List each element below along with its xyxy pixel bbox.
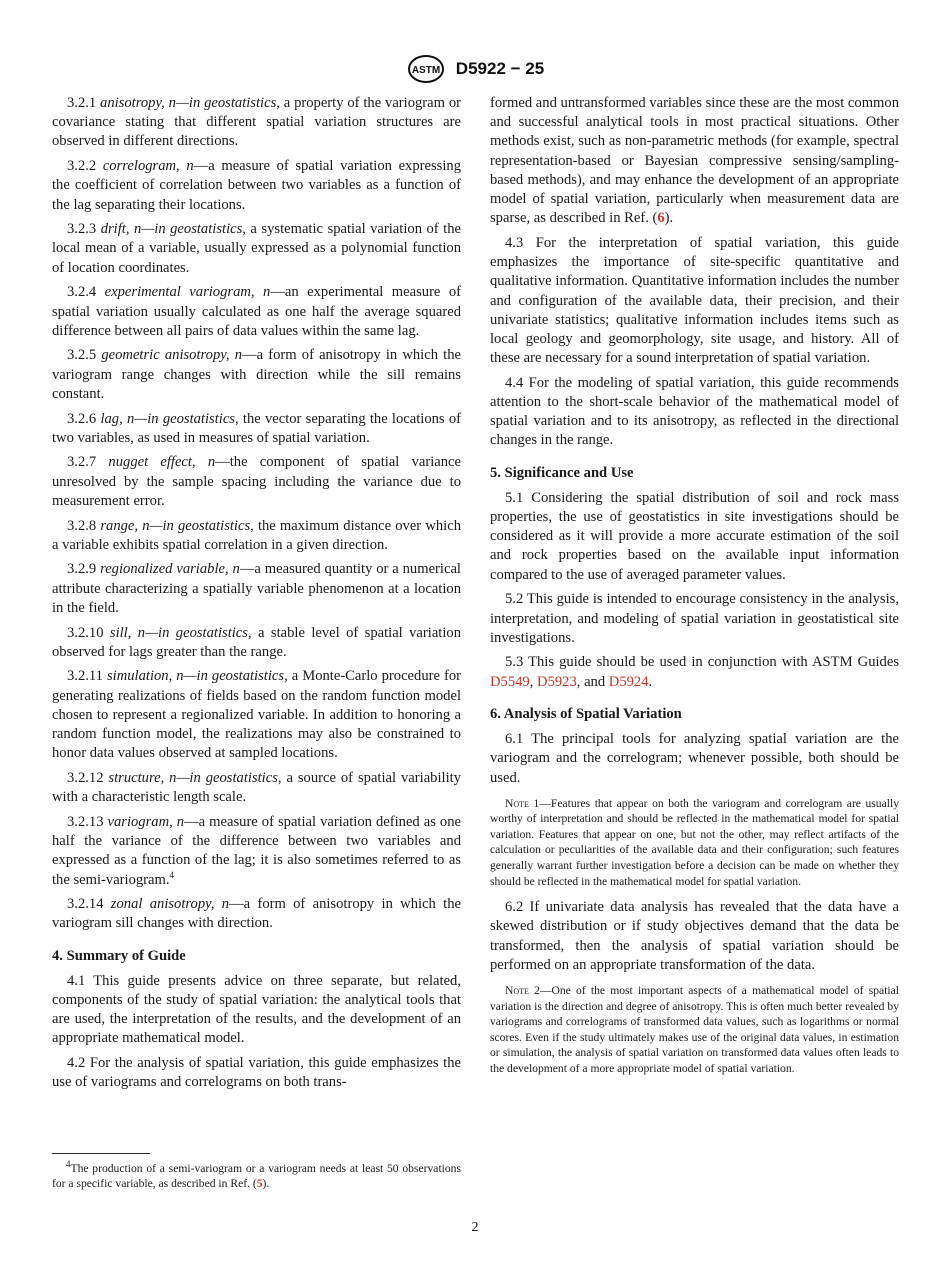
definition-number: 3.2.8: [67, 517, 97, 534]
footnote: [52, 1161, 461, 1191]
definition-item: [52, 453, 461, 511]
definition-item: [52, 560, 461, 618]
footnote-end: ).: [262, 1177, 270, 1191]
note-2-text: —One of the most important aspects of a mathematical model of spatial variation is the direction and degree of anisotropy. This is often much better revealed by variograms and correlograms of transformed data values, such as logarithms or normal scores. Even if the study ultimately makes use of the original data values, in estimation or simulation, the analysis of spatial variation on transformed data values often leads to the development of a more appropriate model of spatial variation.: [490, 984, 899, 1076]
definition-text: —a measure of spatial variation defined as one half the variance of the difference between two variables and expressed as a function of the lag; it is also sometimes referred to as the semi-variogram.: [52, 813, 461, 888]
definition-text: —a measured quantity or a numerical attribute characterizing a spatially variable phenomenon at a location in the field.: [52, 561, 461, 616]
definition-item: [52, 769, 461, 807]
paragraph-5-1: 5.1 Considering the spatial distribution of soil and rock mass properties, the use of geostatistics in site investigations should be considered as it will provide a more accurate estimation of the soil and rock properties based on the available input information compared to the use of averaged parameter values.: [490, 489, 899, 583]
definition-term: structure, n—in geostatistics: [108, 770, 278, 786]
footnote-marker-ref[interactable]: 4: [169, 869, 175, 880]
definition-text: , the vector separating the locations of two variables, as used in measures of spatial variation.: [52, 410, 462, 446]
definition-item: [52, 517, 461, 555]
paragraph-6-2: 6.2 If univariate data analysis has revealed that the data have a skewed distribution or if study objectives demand that the data be transformed, then the analysis of spatial variation should be performed on an appropriate transformation of the data.: [490, 899, 899, 973]
definition-text: —a form of anisotropy in which the variogram sill changes with direction.: [52, 896, 461, 932]
page-header: [0, 54, 950, 84]
paragraph-4-4: 4.4 For the modeling of spatial variation, this guide recommends attention to the short-scale behavior of the mathematical model of spatial variation and to its anisotropy, as reflected in the directional changes in the range.: [490, 374, 899, 449]
definition-number: 3.2.3: [67, 221, 97, 238]
paragraph-4-2-start: 4.2 For the analysis of spatial variation, this guide emphasizes the use of variograms and correlograms on both trans-: [52, 1055, 461, 1091]
definition-text: —the component of spatial variance unresolved by the sample spacing including the variance due to measurement error.: [52, 454, 461, 509]
paragraph-5-2: 5.2 This guide is intended to encourage consistency in the analysis, interpretation, and modeling of spatial variation in geostatistical site investigations.: [490, 591, 899, 646]
definition-number: 3.2.11: [67, 668, 103, 685]
definition-term: lag, n—in geostatistics: [100, 410, 235, 427]
definition-number: 3.2.14: [67, 896, 104, 913]
paragraph-5-3-text: 5.3 This guide should be used in conjunction with ASTM Guides: [505, 654, 899, 671]
definition-item: [52, 94, 461, 152]
definition-term: correlogram, n: [102, 158, 194, 175]
link-d5924[interactable]: D5924: [608, 673, 649, 690]
definition-item: [52, 220, 461, 278]
definition-item: [52, 895, 461, 933]
definition-text: , a stable level of spatial variation observed for lags greater than the range.: [52, 624, 461, 660]
link-d5923[interactable]: D5923: [537, 673, 577, 690]
definition-term: geometric anisotropy, n: [101, 347, 243, 364]
paragraph-5-3: [490, 653, 899, 691]
definition-term: variogram, n: [107, 813, 185, 830]
definition-term: nugget effect, n: [108, 454, 216, 471]
definitions-list: [52, 94, 461, 934]
definition-text: —an experimental measure of spatial variation usually calculated as one half the average squared difference between all pairs of data values within the same lag.: [52, 284, 462, 339]
paragraph-4-1: 4.1 This guide presents advice on three separate, but related, components of the study of spatial variation: the analytical tools that are used, the interpretation of the results, and the development of an appropriate mathematical model.: [52, 972, 461, 1047]
astm-logo-icon: [406, 54, 446, 84]
paragraph-4-2-cont: [490, 94, 899, 228]
paragraph-6-1: 6.1 The principal tools for analyzing spatial variation are the variogram and the correlogram; whenever possible, both should be used.: [490, 731, 899, 786]
definition-number: 3.2.13: [67, 813, 104, 830]
footnote-rule: [52, 1153, 150, 1154]
note-1: [490, 796, 899, 890]
definition-item: [52, 624, 461, 662]
definition-number: 3.2.1: [67, 95, 97, 111]
note-2-label: Note 2: [505, 984, 540, 998]
paragraph-4-2-text: formed and untransformed variables since these are the most common and successful analytical tools in most practical situations. Other methods exist, such as non-parametric methods (for example, spectral representation-based or Bayesian compressive sensing/sampling-based methods), and may enhance the development of an appropriate model of spatial variation, particularly when measurement data are sparse, as described in Ref. (: [490, 95, 899, 227]
definition-number: 3.2.12: [67, 770, 104, 786]
definition-number: 3.2.5: [67, 347, 97, 364]
definition-item: [52, 346, 461, 404]
section-4-heading: 4. Summary of Guide: [52, 947, 186, 964]
note-2: [490, 983, 899, 1077]
link-d5549[interactable]: D5549: [490, 673, 530, 690]
section-6-heading: 6. Analysis of Spatial Variation: [490, 705, 682, 722]
definition-term: drift, n—in geostatistics: [100, 221, 243, 238]
footnote-reference-link[interactable]: 5: [256, 1177, 263, 1191]
definition-term: zonal anisotropy, n: [110, 896, 230, 913]
definition-number: 3.2.2: [67, 158, 97, 175]
definition-term: regionalized variable, n: [100, 561, 240, 578]
paragraph-4-2-end: ).: [664, 210, 674, 227]
definition-term: anisotropy, n—in geostatistics: [100, 95, 277, 111]
sep-1: ,: [529, 673, 538, 690]
definition-text: , a systematic spatial variation of the local mean of a variable, usually expressed as a polynomial function of location coordinates.: [52, 221, 461, 276]
definition-term: sill, n—in geostatistics: [109, 624, 248, 641]
page-number: 2: [471, 1220, 479, 1235]
svg-text:ASTM: ASTM: [411, 65, 440, 76]
definition-text: —a measure of spatial variation expressing the coefficient of correlation between two variables as a function of the lag separating their locations.: [52, 158, 461, 213]
document-number: D5922 − 25: [455, 59, 545, 78]
definition-number: 3.2.6: [67, 410, 97, 427]
paragraph-5-3-end: .: [648, 673, 653, 690]
definition-item: [52, 157, 461, 215]
footnote-text: The production of a semi-variogram or a variogram needs at least 50 observations for a specific variable, as described in Ref. (: [52, 1162, 461, 1191]
definition-text: , a Monte-Carlo procedure for generating realizations of fields based on the random function model chosen to represent a regionalized variable. In addition to honoring a random function model, the realizations may also be constrained to honor data values observed at sampled locations.: [52, 668, 461, 762]
definition-text: , a source of spatial variability with a characteristic length scale.: [52, 770, 461, 806]
definition-term: simulation, n—in geostatistics: [106, 668, 285, 685]
definition-number: 3.2.9: [67, 561, 97, 578]
definition-number: 3.2.4: [67, 284, 97, 301]
definition-item: [52, 813, 461, 890]
definition-item: [52, 667, 461, 763]
definition-number: 3.2.10: [67, 624, 104, 641]
footnote-marker: 4: [66, 1159, 71, 1170]
definition-text: , the maximum distance over which a variable exhibits spatial correlation in a given direction.: [52, 517, 461, 553]
right-column: [490, 94, 899, 1086]
section-5-heading: 5. Significance and Use: [490, 464, 634, 481]
definition-item: [52, 410, 461, 448]
paragraph-4-3: 4.3 For the interpretation of spatial variation, this guide emphasizes the importance of site-specific quantitative and qualitative information. Quantitative information includes the number and configuration of the available data, their precision, and their univariate statistics; qualitative information includes items such as local geology and geomorphology, site usage, and history. All of these are necessary for a sound interpretation of spatial variation.: [490, 234, 899, 367]
definition-text: , a property of the variogram or covariance stating that different spatial variation structures are observed in different directions.: [52, 95, 461, 150]
reference-6-link[interactable]: 6: [657, 210, 665, 227]
left-column: [52, 94, 461, 1098]
definition-item: [52, 283, 461, 341]
sep-2: , and: [576, 673, 609, 690]
definition-text: —a form of anisotropy in which the variogram range changes with direction while the sill remains constant.: [52, 347, 461, 402]
definition-term: range, n—in geostatistics: [100, 517, 251, 534]
definition-term: experimental variogram, n: [104, 284, 271, 301]
definition-number: 3.2.7: [67, 454, 97, 471]
note-1-label: Note 1: [505, 796, 540, 810]
note-1-text: —Features that appear on both the variogram and correlogram are usually worthy of interpretation and should be reflected in the mathematical model for spatial variation. Features that appear on one, but not the other, may reflect artifacts of the calculation or peculiarities of the available data and their configuration; such features generally warrant further investigation before a decision can be made on whether they should be reflected in the mathematical model for spatial variation.: [490, 796, 899, 888]
